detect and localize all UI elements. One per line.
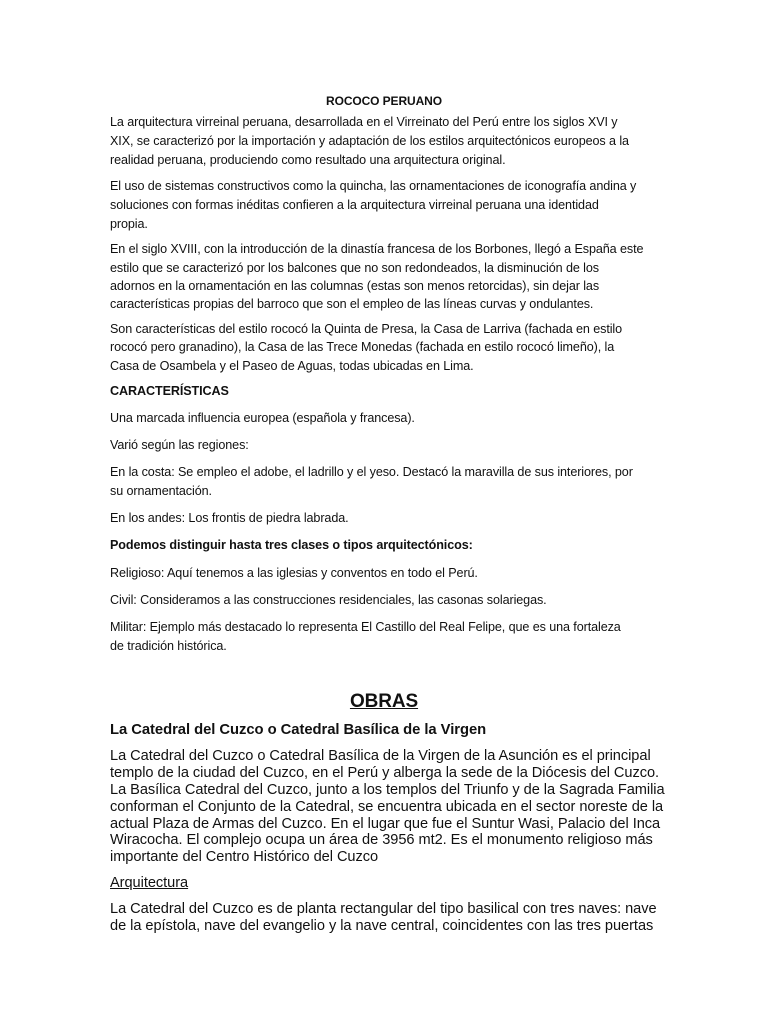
paragraph-line-bold: Podemos distinguir hasta tres clases o tipos arquitectónicos: — [110, 538, 473, 552]
paragraph-line: su ornamentación. — [110, 484, 212, 498]
paragraph-line: conforman el Conjunto de la Catedral, se encuentra ubicada en el sector noreste de la — [110, 799, 664, 815]
document-title: ROCOCO PERUANO — [326, 94, 442, 108]
paragraph-line: La Basílica Catedral del Cuzco, junto a los templos del Triunfo y de la Sagrada Familia — [110, 782, 665, 798]
paragraph-line: XIX, se caracterizó por la importación y adaptación de los estilos arquitectónicos europeos a la — [110, 134, 629, 148]
paragraph-line: Militar: Ejemplo más destacado lo representa El Castillo del Real Felipe, que es una fortaleza — [110, 620, 621, 634]
paragraph-line: Son características del estilo rococó la Quinta de Presa, la Casa de Larriva (fachada en estilo — [110, 322, 623, 336]
paragraph-line: La Catedral del Cuzco es de planta rectangular del tipo basilical con tres naves: nave — [110, 901, 657, 917]
paragraph-line: Religioso: Aquí tenemos a las iglesias y conventos en todo el Perú. — [110, 566, 478, 580]
paragraph-line: adornos en la ornamentación en las columnas (estas son menos retorcidas), sin dejar las — [110, 279, 600, 293]
paragraph-line: Civil: Consideramos a las construcciones residenciales, las casonas solariegas. — [110, 593, 547, 607]
paragraph-line: soluciones con formas inéditas confieren a la arquitectura virreinal peruana una identidad — [110, 198, 599, 212]
paragraph-line: estilo que se caracterizó por los balcones que no son redondeados, la disminución de los — [110, 261, 599, 275]
paragraph-line: Wiracocha. El complejo ocupa un área de 3956 mt2. Es el monumento religioso más — [110, 832, 653, 848]
paragraph-line: de la epístola, nave del evangelio y la nave central, coincidentes con las tres puertas — [110, 918, 654, 934]
catedral-heading: La Catedral del Cuzco o Catedral Basílica de la Virgen — [110, 722, 487, 738]
paragraph-line: Una marcada influencia europea (española y francesa). — [110, 411, 415, 425]
paragraph-line: templo de la ciudad del Cuzco, en el Perú y alberga la sede de la Diócesis del Cuzco. — [110, 765, 660, 781]
paragraph-line: propia. — [110, 217, 148, 231]
paragraph-line: Casa de Osambela y el Paseo de Aguas, todas ubicadas en Lima. — [110, 359, 474, 373]
paragraph-line: rococó pero granadino), la Casa de las Trece Monedas (fachada en estilo rococó limeño), la — [110, 340, 615, 354]
paragraph-line: En la costa: Se empleo el adobe, el ladrillo y el yeso. Destacó la maravilla de sus interiores, por — [110, 465, 633, 479]
paragraph-line: de tradición histórica. — [110, 639, 227, 653]
paragraph-line: La arquitectura virreinal peruana, desarrollada en el Virreinato del Perú entre los siglos XVI y — [110, 115, 618, 129]
paragraph-line: En los andes: Los frontis de piedra labrada. — [110, 511, 349, 525]
paragraph-line: En el siglo XVIII, con la introducción de la dinastía francesa de los Borbones, llegó a España este — [110, 242, 644, 256]
paragraph-line: Varió según las regiones: — [110, 438, 249, 452]
paragraph-line: La Catedral del Cuzco o Catedral Basílica de la Virgen de la Asunción es el principal — [110, 748, 651, 764]
paragraph-line: características propias del barroco que son el empleo de las líneas curvas y ondulantes. — [110, 297, 594, 311]
paragraph-line: actual Plaza de Armas del Cuzco. En el lugar que fue el Suntur Wasi, Palacio del Inca — [110, 816, 661, 832]
paragraph-line: realidad peruana, produciendo como resultado una arquitectura original. — [110, 153, 506, 167]
arquitectura-heading: Arquitectura — [110, 875, 189, 891]
section-heading-obras: OBRAS — [349, 691, 419, 712]
paragraph-line: importante del Centro Histórico del Cuzco — [110, 849, 379, 865]
section-heading-caracteristicas: CARACTERÍSTICAS — [110, 384, 229, 398]
paragraph-line: El uso de sistemas constructivos como la quincha, las ornamentaciones de iconografía andina y — [110, 179, 637, 193]
